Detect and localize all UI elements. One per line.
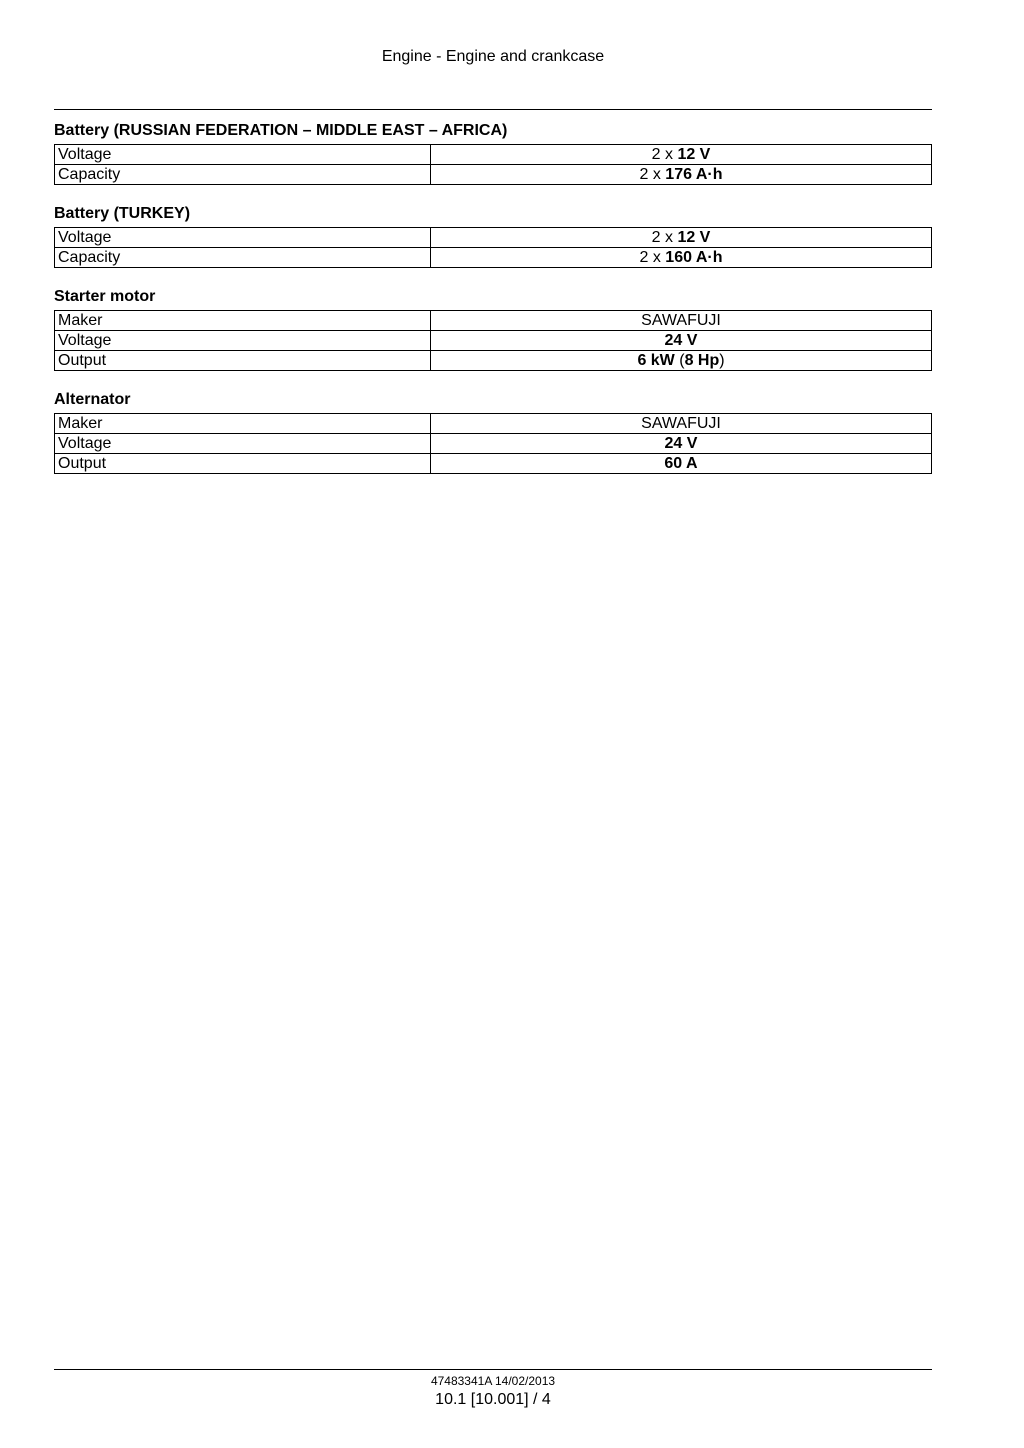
section-title: Alternator (54, 391, 131, 408)
row-label: Output (55, 351, 431, 371)
value-bold: 6 kW (637, 352, 675, 369)
row-value (431, 228, 932, 248)
value-prefix: 2 x (639, 166, 666, 183)
spec-table (54, 310, 932, 371)
row-value (431, 248, 932, 268)
running-header: Engine - Engine and crankcase (381, 48, 605, 65)
row-label: Voltage (55, 145, 431, 165)
table-row (55, 454, 932, 474)
table-row (55, 165, 932, 185)
document-reference: 47483341A 14/02/2013 (430, 1374, 556, 1388)
row-label: Capacity (55, 248, 431, 268)
section-starter-motor (54, 288, 932, 371)
spec-table (54, 227, 932, 268)
section-battery-turkey (54, 205, 932, 268)
row-value (431, 351, 932, 371)
value-bold: 176 A·h (665, 166, 723, 183)
row-value (431, 331, 932, 351)
section-title: Battery (TURKEY) (54, 205, 191, 222)
table-row (55, 331, 932, 351)
row-value: SAWAFUJI (431, 414, 932, 434)
row-label: Output (55, 454, 431, 474)
table-row (55, 228, 932, 248)
row-value: SAWAFUJI (431, 311, 932, 331)
table-row (55, 414, 932, 434)
value-bold: 24 V (664, 332, 698, 349)
value-prefix: 2 x (639, 249, 666, 266)
table-row (55, 311, 932, 331)
row-label: Voltage (55, 434, 431, 454)
row-label: Maker (55, 414, 431, 434)
value-bold: 24 V (664, 435, 698, 452)
value-paren-close: ) (719, 352, 725, 369)
value-paren-open: ( (674, 352, 685, 369)
row-label: Voltage (55, 228, 431, 248)
value-prefix: 2 x (651, 146, 678, 163)
table-row (55, 351, 932, 371)
value-bold: 60 A (664, 455, 698, 472)
table-row (55, 145, 932, 165)
row-label: Capacity (55, 165, 431, 185)
section-alternator (54, 391, 932, 474)
table-row (55, 434, 932, 454)
value-prefix: 2 x (651, 229, 678, 246)
row-value (431, 145, 932, 165)
spec-table (54, 144, 932, 185)
value-bold: 12 V (677, 146, 711, 163)
table-row (55, 248, 932, 268)
value-bold: 160 A·h (665, 249, 723, 266)
row-label: Voltage (55, 331, 431, 351)
footer-rule (54, 1369, 932, 1370)
page-reference: 10.1 [10.001] / 4 (435, 1391, 551, 1408)
spec-table (54, 413, 932, 474)
header-rule (54, 109, 932, 110)
section-title: Starter motor (54, 288, 156, 305)
section-battery-rmea (54, 122, 932, 185)
row-value (431, 165, 932, 185)
row-label: Maker (55, 311, 431, 331)
section-title: Battery (RUSSIAN FEDERATION – MIDDLE EAST – AFRICA) (54, 122, 508, 139)
row-value (431, 454, 932, 474)
value-bold: 12 V (677, 229, 711, 246)
value-bold-secondary: 8 Hp (684, 352, 720, 369)
spec-content (54, 122, 932, 494)
row-value (431, 434, 932, 454)
